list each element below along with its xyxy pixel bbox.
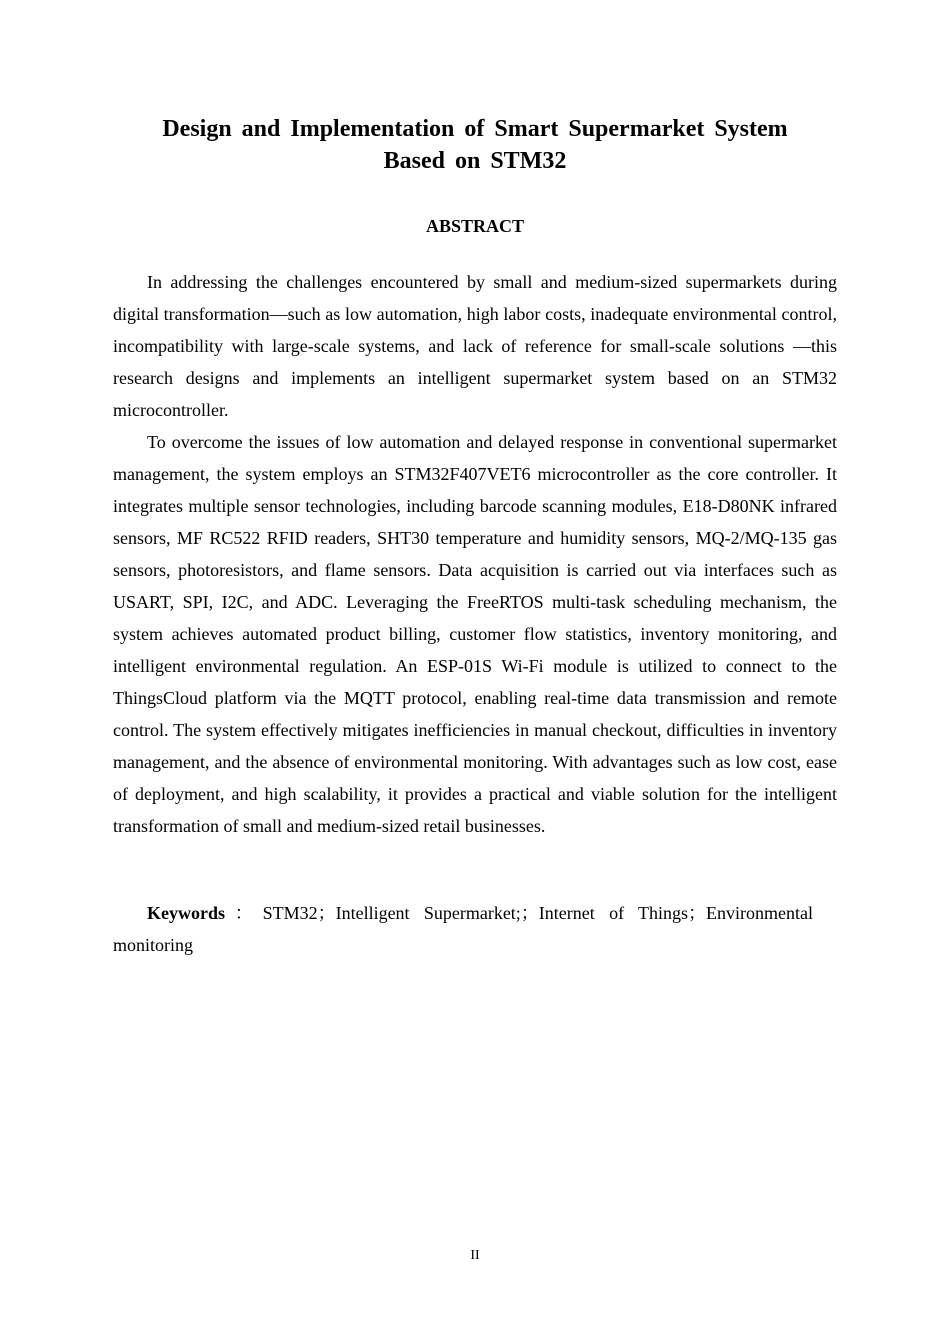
abstract-heading: ABSTRACT [425, 216, 525, 236]
keywords-list: ：STM32；Intelligent Supermarket;；Internet of Things；Environmental monitoring [113, 903, 813, 955]
paper-title: Design and Implementation of Smart Supermarket System Based on STM32 [162, 116, 788, 174]
abstract-body [113, 266, 837, 842]
abstract-paragraph-2: To overcome the issues of low automation and delayed response in conventional supermarket management, the system employs an STM32F407VET6 microcontroller as the core controller. It integrates multiple sensor technologies, including barcode scanning modules, E18-D80NK infrared sensors, MF RC522 RFID readers, SHT30 temperature and humidity sensors, MQ-2/MQ-135 gas sensors, photoresistors, and flame sensors. Data acquisition is carried out via interfaces such as USART, SPI, I2C, and ADC. Leveraging the FreeRTOS multi-task scheduling mechanism, the system achieves automated product billing, customer flow statistics, inventory monitoring, and intelligent environmental regulation. An ESP-01S Wi-Fi module is utilized to connect to the ThingsCloud platform via the MQTT protocol, enabling real-time data transmission and remote control. The system effectively mitigates inefficiencies in manual checkout, difficulties in inventory management, and the absence of environmental monitoring. With advantages such as low cost, ease of deployment, and high scalability, it provides a practical and viable solution for the intelligent transformation of small and medium-sized retail businesses. [113, 432, 837, 836]
keywords-label: Keywords [147, 903, 225, 923]
abstract-paragraph-1: In addressing the challenges encountered by small and medium-sized supermarkets during digital transformation—such as low automation, high labor costs, inadequate environmental control, incompatibility with large-scale systems, and lack of reference for small-scale solutions —this research designs and implements an intelligent supermarket system based on an STM32 microcontroller. [113, 272, 837, 420]
keywords-line [113, 897, 813, 961]
page-number: II [470, 1248, 480, 1263]
